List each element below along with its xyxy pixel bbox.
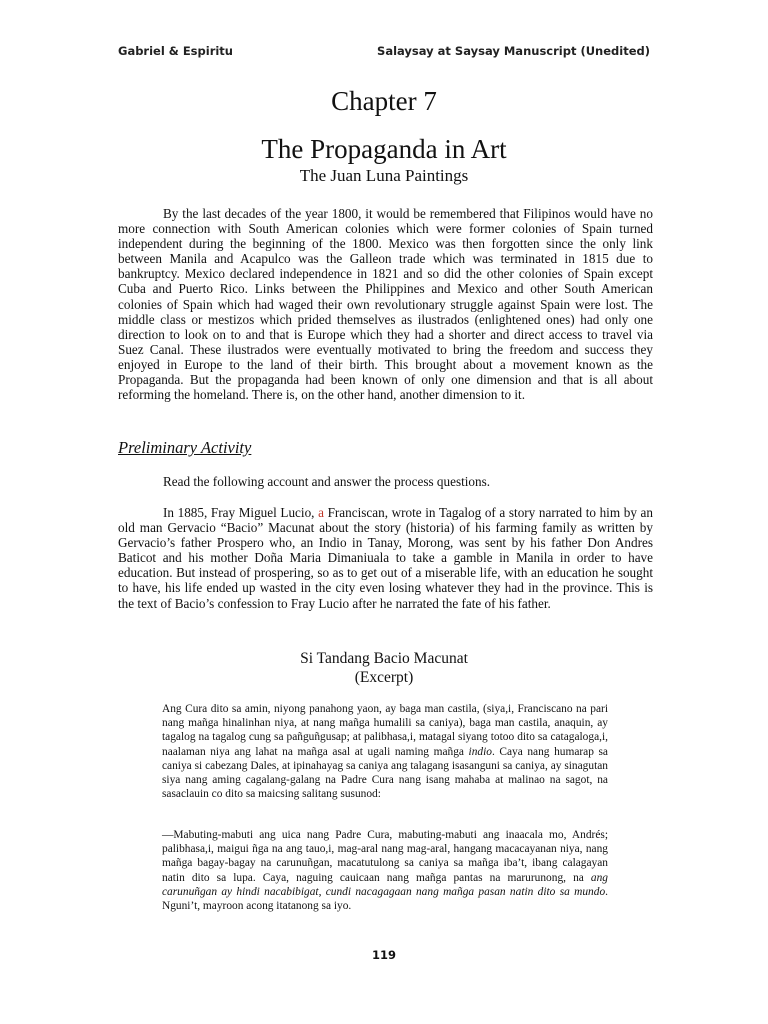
intro-paragraph: By the last decades of the year 1800, it would be remembered that Filipinos would have no more connection with South American colonies which were former colonies of Spain turned independent during the beginning of the 1800. Mexico was then forgotten since the only link between Manila and Acapulco was the Galleon trade which was terminated in 1815 due to bankruptcy. Mexico declared independence in 1821 and so did the other colonies of Spain except Cuba and Puerto Rico. Links between the Philippines and Mexico and other South American colonies of Spain which had waged their own revolutionary struggle against Spain were lost. The middle class or mestizos which prided themselves as ilustrados (enlightened ones) had only one direction to look on to and that is Europe which they had a shorter and direct access to travel via Suez Canal. These ilustrados were eventually motivated to bring the freedom and success they enjoyed in Europe to the land of their birth. This brought about a movement known as the Propaganda. But the propaganda had been known of only one dimension and that is all about reforming the homeland. There is, on the other hand, another dimension to it.: [118, 206, 653, 403]
header-authors: Gabriel & Espiritu: [118, 44, 233, 58]
page-number: 119: [371, 948, 396, 962]
chapter-number: Chapter 7: [331, 86, 437, 116]
header-manuscript-title: Salaysay at Saysay Manuscript (Unedited): [377, 44, 650, 58]
account-text-start: In 1885, Fray Miguel Lucio,: [163, 505, 319, 520]
excerpt-label: (Excerpt): [354, 669, 414, 686]
excerpt-1-italic: indio: [468, 745, 492, 758]
running-header: [118, 44, 650, 62]
chapter-title: The Propaganda in Art: [261, 134, 507, 164]
excerpt-heading: [0, 649, 768, 687]
excerpt-2-text-start: —Mabuting-mabuti ang uica nang Padre Cura, mabuting-mabuti ang inaacala mo, Andrés; palibhasa,i, maigui ñga na ang tauo,i, mag-aral nang mag-aral, hangang macacayanan niya, nang mañga bagay-bagay na carunuñgan, macatutulong sa caniya sa mañga iba’t, ibang calagayan natin dito sa lupa. Caya, naguing cauicaan nang mañga pantas na marurunong, na: [162, 829, 608, 884]
excerpt-title: Si Tandang Bacio Macunat: [300, 650, 468, 667]
excerpt-2-italic: ang carunuñgan ay hindi nacabibigat, cundi nacagagaan nang mañga pasan natin dito sa mundo: [162, 871, 608, 898]
excerpt-paragraph-1: [162, 702, 608, 801]
excerpt-paragraph-2: [162, 828, 608, 913]
account-paragraph: [118, 505, 653, 611]
excerpt-1-text-start: Ang Cura dito sa amin, niyong panahong yaon, ay baga man castila, (siya,i, Franciscano na pari nang mañga hinalinhan niya, at nang mañga humalili sa caniya), baga man castila, anaquin, ay tagalog na tagalog cung sa pañguñgusap; at palibhasa,i, matagal siyang totoo dito sa catagaloga,i, naalaman niya ang lahat na mañga asal at ugali naming mañga: [162, 703, 608, 758]
excerpt-1-text-end: . Caya nang humarap sa caniya si cabezang Dales, at ipinahayag sa caniya ang talagang isasanguni sa caniya, ay sinagutan siya nang aming cagalang-galang na Padre Cura nang isang mahaba at malinao na sagot, na sasaclauin co dito sa maicsing salitang susunod:: [162, 745, 608, 801]
instruction-paragraph: Read the following account and answer the process questions.: [163, 474, 491, 489]
account-highlight: a: [318, 505, 324, 520]
account-text-end: Franciscan, wrote in Tagalog of a story narrated to him by an old man Gervacio “Bacio” Macunat about the story (historia) of his farming family as written by Gervacio’s father Prospero who, an Indio in Tanay, Morong, was sent by his father Don Andres Baticot and his mother Doña Maria Dimaniuala to take a gamble in Manila in order to have education. But instead of prospering, so as to get out of a miserable life, with an education he sought to have, his life ended up wasted in the city even losing whatever they had in the province. This is the text of Bacio’s confession to Fray Lucio after he narrated the fate of his father.: [118, 505, 653, 611]
chapter-subtitle: The Juan Luna Paintings: [299, 166, 469, 185]
excerpt-2-text-end: . Nguni’t, mayroon acong itatanong sa iyo.: [162, 885, 608, 913]
section-heading: Preliminary Activity: [118, 438, 252, 457]
